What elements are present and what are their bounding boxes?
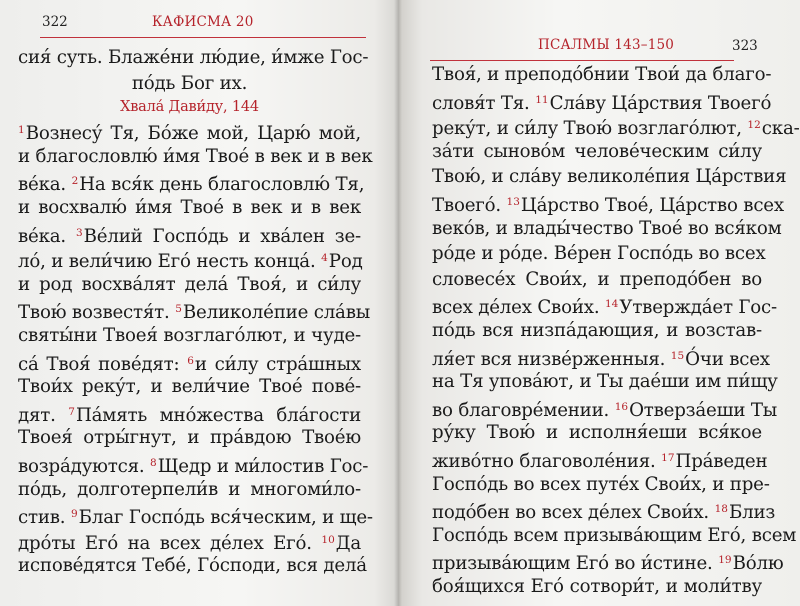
text-line: [18, 118, 361, 144]
header-rule-right: [430, 60, 734, 61]
verse-number: 3: [75, 226, 83, 239]
running-head-left: КАФИСМА 20: [152, 14, 254, 30]
verse-text: словесе́х Свои́х, и преподо́бен во: [432, 268, 762, 290]
verse-text: стив.: [18, 507, 71, 529]
text-line: [432, 318, 762, 344]
book-gutter: [394, 0, 402, 606]
verse-text: боя́щихся Его́ сотвори́т, и моли́тву: [432, 575, 762, 597]
verse-number: 19: [718, 554, 732, 567]
text-line: [18, 144, 373, 170]
text-line: [432, 139, 762, 165]
verse-number: 6: [187, 354, 194, 367]
verse-text: призыва́ющим Его́ во и́стине.: [432, 553, 719, 575]
text-line: [432, 292, 777, 319]
verse-number: 17: [661, 451, 675, 464]
text-line: [18, 425, 361, 451]
text-line: [18, 272, 361, 298]
verse-text: Вознесу́ Тя, Бо́же мой, Царю́ мой,: [25, 123, 361, 145]
verse-text: На вся́к день благословлю́ Тя,: [79, 174, 365, 196]
right-page-text: [432, 62, 800, 599]
text-line: [18, 553, 367, 579]
verse-text: ло́, и вели́чию Его́ несть конца́.: [18, 251, 322, 273]
verse-text: Сла́ву Ца́рствия Твоего́: [549, 92, 772, 114]
verse-text: во благовре́мении.: [432, 399, 615, 421]
left-page-text: [18, 45, 373, 579]
verse-text: по́дь, долготерпели́в и многоми́ло-: [18, 478, 361, 500]
verse-text: ру́ку Твою́ и исполня́еши вся́кое: [432, 422, 762, 444]
text-line: [18, 528, 361, 554]
verse-text: сия́ суть. Блаже́ни лю́дие, и́мже Гос-: [18, 47, 369, 68]
left-page: [0, 0, 398, 606]
text-line: [18, 502, 373, 529]
verse-number: 14: [605, 298, 619, 311]
text-line: [18, 323, 361, 349]
verse-text: Щедр и ми́лостив Гос-: [157, 455, 369, 477]
text-line: [432, 88, 772, 114]
verse-text: всех де́лех Свои́х.: [432, 297, 605, 319]
verse-number: 4: [321, 252, 328, 265]
verse-text: и си́лу стра́шных: [194, 353, 361, 375]
verse-text: веко́в, и влады́чество Твое́ во вся́ком: [432, 217, 782, 239]
verse-text: святы́ни Твоея́ возглаго́лют, и чуде-: [18, 324, 361, 346]
verse-text: са́ Твоя́ пове́дят:: [18, 353, 188, 375]
verse-number: 2: [71, 175, 79, 188]
verse-text: дро́ты Его́ на всех де́лех Его́.: [18, 532, 322, 554]
verse-text: Твои́х реку́т, и вели́чие Твое́ пове́-: [18, 376, 361, 398]
verse-text: и род восхва́лят дела́ Твоя́, и си́лу: [18, 273, 361, 295]
verse-text: ля́ет вся низве́рженныя.: [432, 348, 671, 370]
text-line: [18, 374, 361, 400]
verse-number: 8: [150, 456, 157, 469]
text-line: [18, 45, 369, 71]
text-line: [18, 169, 365, 196]
text-line: [18, 451, 369, 477]
verse-number: 15: [670, 349, 685, 362]
right-page: [398, 0, 800, 606]
verse-number: 13: [506, 195, 520, 208]
verse-number: 5: [175, 303, 182, 316]
header-rule-left: [40, 37, 366, 38]
text-line: [432, 241, 766, 267]
text-line: [432, 164, 787, 190]
verse-text: словя́т Тя.: [432, 92, 536, 114]
verse-text: Пра́веден: [675, 450, 768, 472]
verse-text: Твою́ возвестя́т.: [18, 302, 176, 324]
verse-text: Благ Госпо́дь вся́ческим, и ще-: [78, 507, 373, 529]
verse-text: ро́де и ро́де. Ве́рен Госпо́дь во всех: [432, 243, 766, 265]
verse-text: живо́тно благоволе́ния.: [432, 450, 662, 472]
verse-text: подо́бен во всех де́лех Свои́х.: [432, 502, 715, 524]
text-line: [18, 477, 361, 503]
text-line: [432, 446, 768, 472]
verse-number: 18: [714, 503, 728, 516]
text-line: [432, 395, 778, 421]
text-line: [432, 344, 770, 370]
verse-text: ска-: [761, 118, 800, 140]
running-head-right: ПСАЛМЫ 143–150: [538, 37, 675, 53]
verse-text: и благословлю́ и́мя Твое́ в век и в век: [18, 145, 373, 167]
verse-number: 10: [321, 533, 335, 546]
verse-text: Близ: [728, 502, 776, 524]
verse-number: 7: [68, 405, 75, 418]
verse-text: Твою́, и сла́ву великоле́пия Ца́рствия: [432, 166, 787, 188]
text-line: [432, 472, 770, 498]
verse-text: Великоле́пие сла́вы: [182, 302, 371, 324]
verse-text: Твоея́ отры́гнут, и пра́вдою Твое́ю: [18, 427, 361, 449]
verse-text: Отверза́еши Ты: [629, 399, 778, 421]
text-line: [18, 221, 361, 247]
verse-number: 9: [70, 508, 78, 521]
verse-text: на Тя упова́ют, и Ты дае́ши им пи́щу: [432, 371, 778, 393]
verse-number: 11: [535, 93, 549, 106]
verse-text: ве́ка.: [18, 225, 76, 247]
page-number-right: 323: [732, 38, 758, 54]
verse-text: возра́дуются.: [18, 455, 151, 477]
text-line: [432, 548, 784, 575]
verse-number: 1: [18, 124, 25, 137]
text-line: [18, 297, 371, 324]
verse-number: 16: [614, 400, 629, 413]
psalm-heading: Хвала́ Дави́ду, 144: [120, 99, 259, 116]
text-line: [18, 246, 361, 272]
text-line: [432, 113, 800, 140]
verse-text: за́ти сыново́м челове́ческим си́лу: [432, 140, 762, 162]
text-line: [432, 420, 762, 446]
verse-text: Твоего́.: [432, 194, 507, 216]
verse-text: Твоя́, и преподо́бнии Твои́ да благо-: [432, 64, 772, 85]
verse-text: Ца́рство Твое́, Ца́рство всех: [520, 194, 784, 216]
verse-text: ве́ка.: [18, 174, 72, 196]
text-line: [432, 369, 778, 395]
text-line: [18, 195, 361, 221]
text-line: [432, 267, 762, 293]
verse-text: Род: [328, 251, 363, 273]
text-line: [432, 574, 762, 600]
verse-text: Ве́лий Госпо́дь и хва́лен зе-: [83, 225, 361, 247]
verse-text: по́дь Бог их.: [131, 72, 248, 94]
verse-text: Во́лю: [732, 553, 784, 575]
text-line: [432, 216, 782, 242]
text-line: [432, 497, 776, 524]
text-line: [432, 190, 784, 216]
page-number-left: 322: [42, 14, 68, 30]
verse-text: Па́мять мно́жества бла́гости: [75, 404, 362, 426]
verse-text: Да: [335, 532, 361, 554]
verse-number: 12: [747, 119, 761, 132]
text-line: [432, 62, 772, 88]
verse-text: и восхвалю́ и́мя Твое́ в век и в век: [18, 196, 361, 218]
verse-text: испове́дятся Тебе́, Го́споди, вся дела́: [18, 555, 367, 577]
verse-text: по́дь вся низпа́дающия, и возстав-: [432, 319, 762, 341]
verse-text: дят.: [18, 404, 69, 426]
verse-text: Госпо́дь всем призыва́ющим Его́, всем: [432, 524, 797, 546]
verse-text: О́чи всех: [685, 348, 770, 370]
verse-text: Госпо́дь во всех путе́х Свои́х, и пре-: [432, 473, 770, 495]
text-line: [18, 349, 361, 375]
verse-text: реку́т, и си́лу Твою́ возглаго́лют,: [432, 118, 748, 140]
text-line: [18, 71, 361, 97]
text-line: [18, 400, 361, 426]
verse-text: Утвержда́ет Гос-: [619, 297, 777, 319]
text-line: [432, 523, 797, 549]
